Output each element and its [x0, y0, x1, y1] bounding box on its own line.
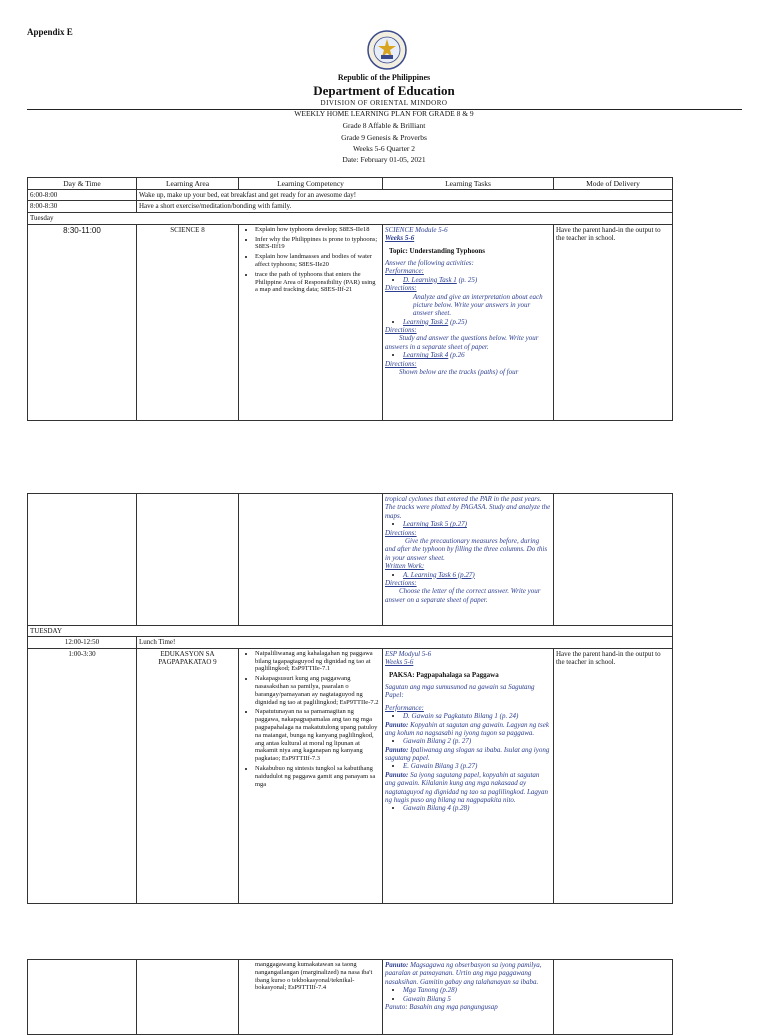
directions-text: Choose the letter of the correct answer. Write your answer on a separate sheet of paper. [385, 587, 541, 604]
paksa-label: PAKSA: Pagpapahalaga sa Paggawa [389, 670, 499, 679]
mode-cell [554, 494, 673, 626]
table-row [28, 494, 673, 626]
task-title: Gawain Bilang 2 (p. 27) [403, 737, 472, 746]
instruction-text: Sagutan ang mga sumusunod na gawain sa Sagutang Papel: [385, 682, 535, 700]
competency-cell [239, 648, 383, 903]
competency-cell [239, 960, 383, 1035]
weeks-label: Weeks 5-6 Quarter 2 [352, 144, 416, 153]
task-text: tropical cyclones that entered the PAR in the past years. The tracks were plotted by PAGASA. Study and analyze the maps. [385, 495, 551, 520]
module-label: SCIENCE Module 5-6 [385, 225, 448, 234]
panuto-text: Kopyahin at sagutan ang gawain. Lagyan ng tsek ang kolum na nagsasabi ng iyong tugon sa paggawa. [385, 720, 549, 737]
competency-item: • Infer why the Philippines is prone to typhoons; S8ES-IIf19 [255, 236, 380, 252]
directions-text: Analyze and give an interpretation about each picture below. Write your answers in your answer sheet. [413, 292, 543, 318]
learning-area-cell: EDUKASYON SA PAGPAPAKATAO 9 [137, 648, 239, 903]
task-title: E. Gawain Bilang 3 (p.27) [403, 762, 478, 771]
panuto-label: Panuto: [385, 720, 409, 729]
panuto-label: Panuto: [385, 770, 409, 779]
time-cell: 1:00-3:30 [28, 648, 137, 903]
task-title: A. Learning Task 6 (p.27) [403, 570, 475, 579]
date-label: Date: February 01-05, 2021 [342, 155, 426, 164]
task-page: (p. 25) [458, 275, 478, 284]
table-row [28, 190, 673, 201]
task-page: (p.26 [450, 351, 465, 360]
learning-plan-table [27, 177, 673, 421]
mode-cell: Have the parent hand-in the output to the teacher in school. [554, 224, 673, 420]
time-cell: 6:00-8:00 [28, 190, 137, 201]
panuto-text: Ipaliwanag ang slogan sa ibaba. Isulat ang iyong sagutang papel. [385, 745, 550, 763]
directions-label: Directions: [385, 578, 417, 587]
table-row [28, 626, 673, 637]
tasks-cell [383, 494, 554, 626]
task-title: Mga Tanong (p.28) [403, 986, 457, 995]
tasks-cell [383, 960, 554, 1035]
panuto-text: Panuto: Basahin ang mga pangungusap [385, 1002, 498, 1011]
plan-title: WEEKLY HOME LEARNING PLAN FOR GRADE 8 & 9 [294, 109, 474, 118]
learning-plan-table-continued [27, 493, 673, 904]
task-title: D. Gawain sa Pagkatuto Bilang 1 (p. 24) [403, 712, 519, 721]
col-header-mode: Mode of Delivery [554, 178, 673, 190]
time-cell: 8:30-11:00 [28, 224, 137, 420]
table-row [28, 201, 673, 212]
directions-text: Study and answer the questions below. Write your answers in a separate sheet of paper. [385, 334, 539, 351]
competency-item: • Naipaliliwanag ang kahalagahan ng paggawa bilang tagapagtaguyod ng dignidad ng tao at paglilingkod; EsP9TTIIe-7.1 [255, 650, 380, 673]
tasks-cell [383, 224, 554, 420]
activity-cell: Lunch Time! [137, 637, 673, 648]
topic-label: Topic: Understanding Typhoons [389, 246, 485, 255]
competency-cell [239, 224, 383, 420]
learning-area-cell: SCIENCE 8 [137, 224, 239, 420]
day-cell: Tuesday [28, 212, 673, 224]
tasks-cell [383, 648, 554, 903]
task-title: Learning Task 2 [403, 317, 449, 326]
competency-text: manggagawang kumakatawan sa taong nangangailangan (marginalized) na nasa iba't ibang kurso o tekbokasyonal/teknikal-bokasyonal; EsP9TTIIf-7.4 [255, 961, 373, 992]
task-title: Gawain Bilang 5 [403, 994, 451, 1003]
written-work-label: Written Work: [385, 562, 425, 571]
weeks-label: Weeks 5-6 [385, 658, 414, 667]
directions-label: Directions: [385, 326, 417, 335]
learning-area-cell [137, 494, 239, 626]
time-cell [28, 960, 137, 1035]
table-row [28, 960, 673, 1035]
republic-label: Republic of the Philippines [337, 73, 431, 82]
panuto-text: Sa iyong sagutang papel, kopyahin at sagutan ang gawain. Kilalanin kung ang mga nakasaad ay nagtataguyod ng dignidad ng tao sa paglilingkod. Lagyan ng hugis puso ang bilang na nagpapakita nito. [385, 770, 548, 805]
performance-label: Performance: [385, 267, 424, 276]
competency-item: • Explain how landmasses and bodies of water affect typhoons; S8ES-IIe20 [255, 253, 380, 269]
grade9-label: Grade 9 Genesis & Proverbs [341, 133, 427, 142]
task-title: Learning Task 4 [403, 351, 449, 360]
task-title: Learning Task 5 (p.27) [403, 520, 467, 529]
directions-label: Directions: [385, 359, 417, 368]
competency-cell [239, 494, 383, 626]
table-header-row [28, 178, 673, 190]
col-header-tasks: Learning Tasks [383, 178, 554, 190]
task-page: (p.25) [450, 317, 467, 326]
table-row [28, 637, 673, 648]
competency-item: • trace the path of typhoons that enters the Philippine Area of Responsibility (PAR) using a map and tracking data; S8ES-IIf-21 [255, 271, 380, 294]
task-title: Gawain Bilang 4 (p.28) [403, 804, 470, 813]
panuto-label: Panuto: [385, 745, 409, 754]
task-title: D. Learning Task 1 [403, 275, 457, 284]
directions-label: Directions: [385, 284, 417, 293]
appendix-label: Appendix E [27, 27, 73, 37]
mode-cell [554, 960, 673, 1035]
mode-cell: Have the parent hand-in the output to the teacher in school. [554, 648, 673, 903]
deped-seal-icon [367, 30, 407, 70]
competency-item: • Nakapagsusuri kung ang paggawang nasasaksihan sa pamilya, paaralan o barangay/pamayanan ay nagtataguyod ng dignidad ng tao at paglilingkod; EsP9TTIIe-7.2 [255, 675, 380, 706]
learning-area-cell [137, 960, 239, 1035]
grade8-label: Grade 8 Affable & Brilliant [342, 121, 426, 130]
col-header-day-time: Day & Time [28, 178, 137, 190]
department-title: Department of Education [313, 83, 455, 98]
directions-label: Directions: [385, 528, 417, 537]
table-row [28, 224, 673, 420]
col-header-competency: Learning Competency [239, 178, 383, 190]
panuto-label: Panuto: [385, 961, 409, 969]
table-row [28, 648, 673, 903]
col-header-learning-area: Learning Area [137, 178, 239, 190]
time-cell: 8:00-8:30 [28, 201, 137, 212]
activity-cell: Wake up, make up your bed, eat breakfast and get ready for an awesome day! [137, 190, 673, 201]
time-cell: 12:00-12:50 [28, 637, 137, 648]
competency-item: • Explain how typhoons develop; S8ES-IIe18 [255, 226, 380, 234]
activity-cell: Have a short exercise/meditation/bonding with family. [137, 201, 673, 212]
division-label: DIVISION OF ORIENTAL MINDORO [320, 99, 448, 107]
performance-label: Performance: [385, 703, 424, 712]
time-cell [28, 494, 137, 626]
competency-item: • Nakabubuo ng sintesis tungkol sa kabutihang naidudulot ng paggawa gamit ang panayam sa mga [255, 765, 380, 788]
table-row [28, 212, 673, 224]
directions-text: Give the precautionary measures before, during and after the typhoon by filling the three columns. Do this in your answer sheet. [385, 536, 548, 562]
directions-text: Shown below are the tracks (paths) of four [399, 368, 519, 377]
module-label: ESP Modyul 5-6 [385, 649, 432, 658]
competency-item: • Napatutunayan na sa pamamagitan ng paggawa, nakapagpapamalas ang tao ng mga pagpapahalaga na makatutulong upang patuloy na maiangat, bunga ng kanyang paglilingkod, ang antas kultural at moral ng lipunan at makamit niya ang kaganapan ng kanyang pagkatao; EsP9TTIIf-7.3 [255, 708, 380, 763]
day-cell: TUESDAY [28, 626, 673, 637]
panuto-text: Magsagawa ng obserbasyon sa iyong pamilya, paaralan at pamayanan. Urtin ang mga paggawang nasaksihan. Gamitin gabay ang talahanayan sa ibaba. [385, 961, 542, 986]
weeks-label: Weeks 5-6 [385, 234, 415, 243]
instruction-text: Answer the following activities: [385, 258, 474, 267]
